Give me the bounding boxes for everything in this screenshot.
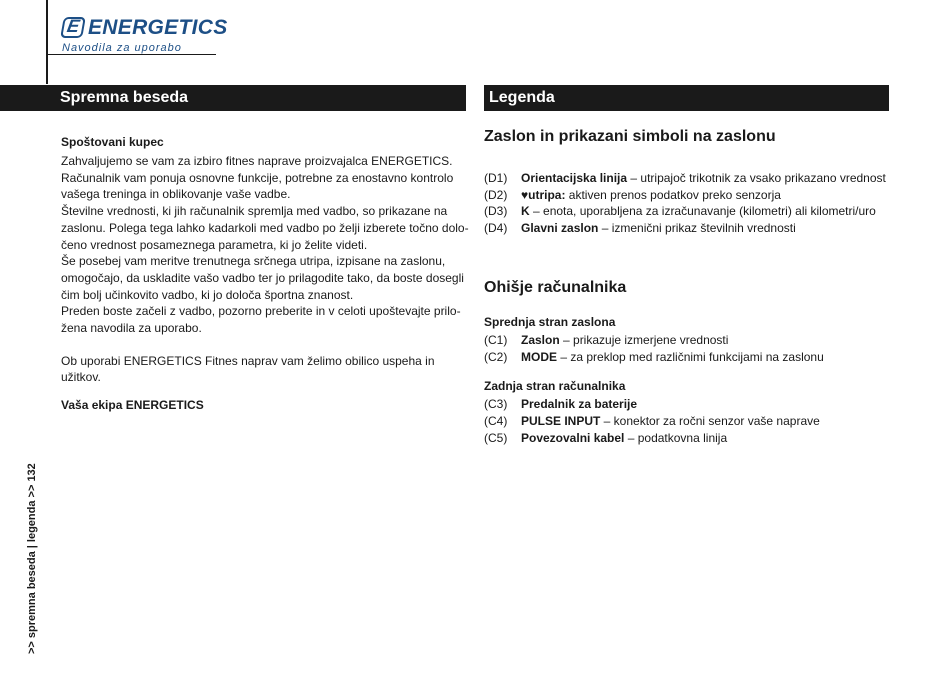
item-code: (D3)	[484, 204, 508, 219]
section-bar-foreword: Spremna beseda	[0, 85, 466, 111]
list-item	[484, 187, 904, 204]
paragraph-line: čim bolj učinkovito vadbo, ki jo določa športna znanost.	[61, 287, 354, 302]
item-term: K	[521, 204, 530, 219]
item-term: Predalnik za baterije	[521, 397, 638, 412]
item-term: MODE	[521, 349, 557, 364]
paragraph-line: omogočajo, da uskladite vašo vadbo ter jo prilagodite tako, da boste dosegli	[61, 270, 464, 285]
paragraph-line: vašega treninga in oblikovanje vaše vadbe.	[61, 187, 291, 202]
item-term: ♥utripa:	[521, 187, 566, 202]
item-code: (C5)	[484, 430, 508, 445]
item-term: Povezovalni kabel	[521, 430, 625, 445]
paragraph-line: Računalnik vam ponuja osnovne funkcije, potrebne za enostavno kontrolo	[61, 170, 454, 185]
item-code: (C4)	[484, 413, 508, 428]
item-desc: – prikazuje izmerjene vrednosti	[559, 332, 729, 347]
back-list	[484, 396, 904, 446]
item-term: Glavni zaslon	[521, 221, 599, 236]
item-term: Orientacijska linija	[521, 171, 628, 185]
signature: Vaša ekipa ENERGETICS	[61, 398, 204, 413]
item-code: (C1)	[484, 332, 508, 347]
item-desc: – izmenični prikaz številnih vrednosti	[598, 221, 796, 236]
item-desc: – za preklop med različnimi funkcijami na zaslonu	[557, 349, 824, 364]
list-item	[484, 203, 904, 220]
salutation: Spoštovani kupec	[61, 135, 164, 149]
list-item	[484, 396, 904, 413]
manual-subtitle: Navodila za uporabo	[62, 42, 182, 54]
paragraph-line: žena navodila za uporabo.	[61, 321, 202, 336]
paragraph-line: Še posebej vam meritve trenutnega srčnega utripa, izpisane na zaslonu,	[61, 254, 446, 269]
list-item	[484, 332, 904, 349]
item-code: (D4)	[484, 221, 508, 236]
item-desc: – utripajoč trikotnik za vsako prikazano vrednost	[627, 171, 886, 185]
legend-column	[484, 128, 904, 446]
item-term: Zaslon	[521, 332, 560, 347]
front-heading: Sprednja stran zaslona	[484, 314, 616, 329]
logo-mark-icon	[60, 17, 86, 38]
list-item	[484, 413, 904, 430]
item-term: PULSE INPUT	[521, 413, 601, 428]
item-code: (C2)	[484, 349, 508, 364]
foreword-column	[61, 135, 471, 412]
section-bar-legend: Legenda	[484, 85, 889, 111]
header-vertical-rule	[46, 0, 48, 84]
item-desc: aktiven prenos podatkov preko senzorja	[565, 187, 781, 202]
list-item	[484, 349, 904, 366]
closing-line: Ob uporabi ENERGETICS Fitnes naprav vam želimo obilico uspeha in užitkov.	[61, 353, 435, 385]
front-list	[484, 332, 904, 365]
housing-heading: Ohišje računalnika	[484, 278, 627, 296]
paragraph-line: čeno vrednost posameznega parametra, ki jo želite videti.	[61, 237, 368, 252]
paragraph-line: Preden boste začeli z vadbo, pozorno preberite in v celoti upoštevajte prilo-	[61, 304, 461, 319]
item-code: (D1)	[484, 171, 508, 185]
logo-mark-letter: E	[65, 16, 82, 36]
energetics-logo	[62, 16, 228, 42]
list-item	[484, 430, 904, 447]
list-item	[484, 170, 904, 187]
item-code: (D2)	[484, 187, 508, 202]
item-desc: – konektor za ročni senzor vaše naprave	[600, 413, 820, 428]
page-sidebar-breadcrumb: >> spremna beseda | legenda >> 132	[26, 463, 38, 654]
item-code: (C3)	[484, 397, 508, 412]
item-desc: – enota, uporabljena za izračunavanje (kilometri) ali kilometri/uro	[529, 204, 876, 219]
display-list	[484, 170, 904, 237]
paragraph-line: zaslonu. Polega tega lahko kadarkoli med vadbo po želji izberete točno dolo-	[61, 220, 469, 235]
subtitle-underline	[48, 54, 216, 55]
list-item	[484, 220, 904, 237]
paragraph-line: Zahvaljujemo se vam za izbiro fitnes naprave proizvajalca ENERGETICS.	[61, 154, 453, 168]
paragraph-line: Številne vrednosti, ki jih računalnik spremlja med vadbo, so prikazane na	[61, 204, 448, 219]
logo-text: ENERGETICS	[88, 16, 228, 39]
back-heading: Zadnja stran računalnika	[484, 379, 626, 394]
display-heading: Zaslon in prikazani simboli na zaslonu	[484, 128, 776, 145]
foreword-paragraph	[61, 153, 471, 386]
item-desc: – podatkovna linija	[624, 430, 728, 445]
